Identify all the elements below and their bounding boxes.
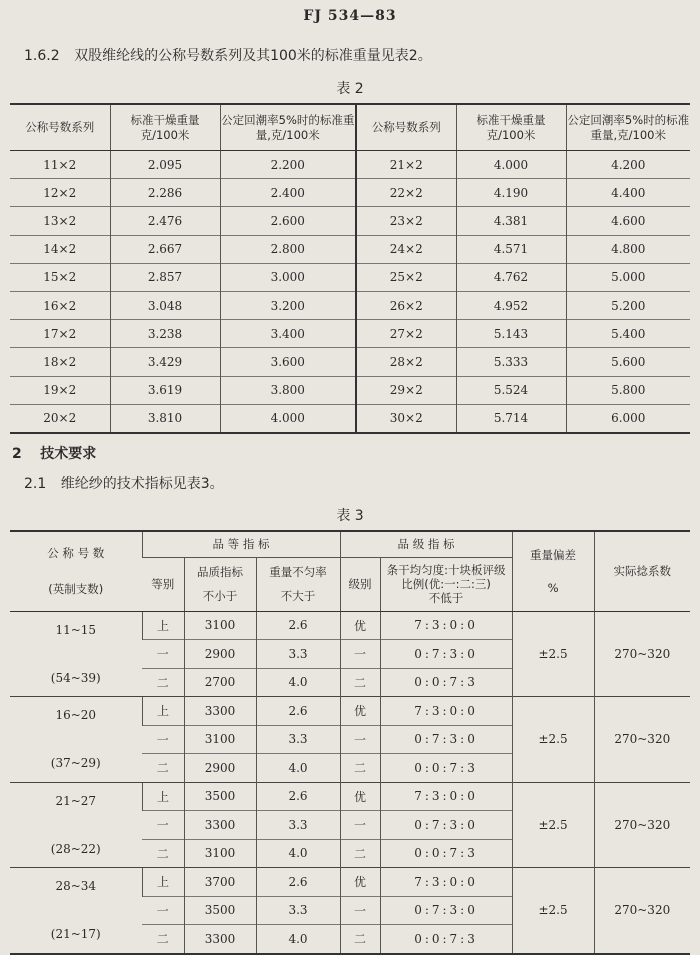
section-2 <box>12 443 96 463</box>
table3-cell: 2700 <box>184 668 256 697</box>
table2-cell: 24×2 <box>356 235 456 263</box>
section-text: 双股维纶线的公称号数系列及其100米的标准重量见表2。 <box>74 48 432 64</box>
table2-cell: 2.095 <box>110 151 220 179</box>
table2-row <box>10 320 690 348</box>
table2-row <box>10 151 690 179</box>
table3-twist-cell: 270~320 <box>594 611 690 697</box>
table3-cell: 二 <box>340 754 380 783</box>
table3-cell: 3.3 <box>256 811 340 840</box>
english-count-label: (英制支数) <box>48 582 104 597</box>
table3-cell: 4.0 <box>256 754 340 783</box>
table2-cell: 3.000 <box>220 263 356 291</box>
english-count: (54~39) <box>50 670 101 685</box>
table3-cell: 2.6 <box>256 782 340 811</box>
table2-cell: 25×2 <box>356 263 456 291</box>
table2-cell: 3.400 <box>220 320 356 348</box>
table2-cell: 4.952 <box>456 291 566 319</box>
table2-cell: 17×2 <box>10 320 110 348</box>
quality-label: 品质指标 <box>197 565 243 579</box>
table2-cell: 5.400 <box>566 320 690 348</box>
table2-cell: 4.200 <box>566 151 690 179</box>
table2-header: 标准干燥重量 克/100米 <box>110 104 220 151</box>
table3-cell: 2900 <box>184 640 256 669</box>
table3 <box>10 530 690 955</box>
table2-cell: 4.800 <box>566 235 690 263</box>
table3-cell: 优 <box>340 782 380 811</box>
table3-cell: 一 <box>340 896 380 925</box>
deviation-unit: % <box>547 581 559 596</box>
cv-sub: 不大于 <box>280 589 316 603</box>
table3-cell: 3100 <box>184 611 256 640</box>
table3-cell: 3300 <box>184 925 256 954</box>
table3-cell: 一 <box>142 811 184 840</box>
table3-cell: 3700 <box>184 868 256 897</box>
table3-cell: 7:3:0:0 <box>380 868 512 897</box>
table2-cell: 5.714 <box>456 404 566 433</box>
table3-header-cv <box>256 557 340 611</box>
table2-cell: 28×2 <box>356 348 456 376</box>
nominal-count: 16~20 <box>55 708 97 723</box>
table2-cell: 2.400 <box>220 179 356 207</box>
table2-cell: 3.238 <box>110 320 220 348</box>
table2-cell: 5.000 <box>566 263 690 291</box>
table3-cell: 3500 <box>184 782 256 811</box>
table2-cell: 3.810 <box>110 404 220 433</box>
table3-cell: 7:3:0:0 <box>380 611 512 640</box>
table3-cell: 0:7:3:0 <box>380 640 512 669</box>
table3-cell: 优 <box>340 868 380 897</box>
table3-caption: 表 3 <box>336 508 364 524</box>
table2-cell: 3.800 <box>220 376 356 404</box>
deviation-label: 重量偏差 <box>530 548 577 563</box>
table2-header: 公称号数系列 <box>356 104 456 151</box>
table2-cell: 4.600 <box>566 207 690 235</box>
table2-cell: 2.800 <box>220 235 356 263</box>
table3-header-quality <box>184 557 256 611</box>
section-number: 2.1 <box>24 476 47 492</box>
table2-cell: 4.381 <box>456 207 566 235</box>
table3-nominal-cell <box>10 868 142 954</box>
table3-nominal-cell <box>10 782 142 868</box>
table3-cell: 二 <box>340 839 380 868</box>
table2-cell: 5.143 <box>456 320 566 348</box>
table2-cell: 2.200 <box>220 151 356 179</box>
table3-cell: 0:7:3:0 <box>380 725 512 754</box>
table3-cell: 3300 <box>184 697 256 726</box>
table3-cell: 3100 <box>184 839 256 868</box>
table3-row <box>10 782 690 811</box>
nominal-count: 28~34 <box>55 879 97 894</box>
table3-cell: 上 <box>142 868 184 897</box>
section-number: 2 <box>12 446 22 462</box>
table3-cell: 3500 <box>184 896 256 925</box>
table3-cell: 2.6 <box>256 611 340 640</box>
table2-cell: 4.571 <box>456 235 566 263</box>
table3-cell: 0:7:3:0 <box>380 896 512 925</box>
cv-label: 重量不匀率 <box>269 565 327 579</box>
table3-cell: 7:3:0:0 <box>380 782 512 811</box>
table3-cell: 上 <box>142 697 184 726</box>
table3-header-nominal <box>10 531 142 611</box>
section-number: 1.6.2 <box>24 48 60 64</box>
table2-cell: 5.524 <box>456 376 566 404</box>
table3-cell: 7:3:0:0 <box>380 697 512 726</box>
table2-header: 公称号数系列 <box>10 104 110 151</box>
table3-nominal-cell <box>10 697 142 783</box>
table3-cell: 二 <box>340 925 380 954</box>
table3-cell: 0:0:7:3 <box>380 754 512 783</box>
table2-row <box>10 179 690 207</box>
table3-twist-cell: 270~320 <box>594 697 690 783</box>
table2-caption: 表 2 <box>336 81 364 97</box>
table3-cell: 一 <box>142 725 184 754</box>
table2-cell: 2.286 <box>110 179 220 207</box>
table2-cell: 5.600 <box>566 348 690 376</box>
table2-cell: 18×2 <box>10 348 110 376</box>
table2-cell: 26×2 <box>356 291 456 319</box>
section-2-1 <box>24 473 224 493</box>
table2-cell: 2.857 <box>110 263 220 291</box>
nominal-label: 公 称 号 数 <box>47 546 105 561</box>
table3-cell: 0:0:7:3 <box>380 925 512 954</box>
section-text: 维纶纱的技术指标见表3。 <box>60 476 224 492</box>
english-count: (37~29) <box>50 756 101 771</box>
table3-cell: 优 <box>340 611 380 640</box>
table2-cell: 3.429 <box>110 348 220 376</box>
table2-cell: 29×2 <box>356 376 456 404</box>
table2-header: 公定回潮率5%时的标准重量,克/100米 <box>566 104 690 151</box>
table2-cell: 2.476 <box>110 207 220 235</box>
table3-cell: 4.0 <box>256 839 340 868</box>
table2-cell: 5.800 <box>566 376 690 404</box>
table2-header: 标准干燥重量 克/100米 <box>456 104 566 151</box>
table3-cell: 二 <box>142 925 184 954</box>
table3-header-grade-index: 品 等 指 标 <box>142 531 340 557</box>
table2-cell: 16×2 <box>10 291 110 319</box>
table3-cell: 二 <box>340 668 380 697</box>
table3-header-grade: 等别 <box>142 557 184 611</box>
table2-cell: 27×2 <box>356 320 456 348</box>
table2-cell: 19×2 <box>10 376 110 404</box>
table3-cell: 一 <box>340 725 380 754</box>
table3-cell: 优 <box>340 697 380 726</box>
table3-cell: 二 <box>142 839 184 868</box>
table3-cell: 3.3 <box>256 725 340 754</box>
table2-cell: 4.000 <box>220 404 356 433</box>
table3-cell: 一 <box>340 640 380 669</box>
table2-cell: 5.200 <box>566 291 690 319</box>
evenness-sub: 不低于 <box>428 591 464 605</box>
table3-cell: 3.3 <box>256 896 340 925</box>
section-1-6-2 <box>24 45 432 65</box>
table2-cell: 21×2 <box>356 151 456 179</box>
table2-cell: 30×2 <box>356 404 456 433</box>
table2-cell: 3.048 <box>110 291 220 319</box>
table2-cell: 23×2 <box>356 207 456 235</box>
english-count: (21~17) <box>50 927 101 942</box>
table3-cell: 4.0 <box>256 925 340 954</box>
table2-cell: 6.000 <box>566 404 690 433</box>
table3-header-deviation <box>512 531 594 611</box>
table3-header-evenness <box>380 557 512 611</box>
table2-cell: 12×2 <box>10 179 110 207</box>
table2-row <box>10 376 690 404</box>
table2-cell: 20×2 <box>10 404 110 433</box>
table2-row <box>10 207 690 235</box>
table3-header-level: 级别 <box>340 557 380 611</box>
table3-cell: 3100 <box>184 725 256 754</box>
table2-row <box>10 235 690 263</box>
table3-deviation-cell: ±2.5 <box>512 611 594 697</box>
table2-header: 公定回潮率5%时的标准重量,克/100米 <box>220 104 356 151</box>
table2-cell: 2.600 <box>220 207 356 235</box>
table2-cell: 4.190 <box>456 179 566 207</box>
table3-cell: 4.0 <box>256 668 340 697</box>
quality-sub: 不小于 <box>202 589 238 603</box>
section-title: 技术要求 <box>40 446 97 462</box>
table2-row <box>10 263 690 291</box>
table3-cell: 一 <box>142 640 184 669</box>
table2-row <box>10 291 690 319</box>
table2-cell: 3.200 <box>220 291 356 319</box>
english-count: (28~22) <box>50 841 101 856</box>
table2-cell: 2.667 <box>110 235 220 263</box>
table2-cell: 3.619 <box>110 376 220 404</box>
table3-cell: 0:0:7:3 <box>380 668 512 697</box>
table3-row <box>10 697 690 726</box>
table2-row <box>10 348 690 376</box>
table2-header-row <box>10 104 690 151</box>
table2-cell: 3.600 <box>220 348 356 376</box>
table3-deviation-cell: ±2.5 <box>512 782 594 868</box>
table3-cell: 2900 <box>184 754 256 783</box>
table3-cell: 一 <box>142 896 184 925</box>
table3-row <box>10 611 690 640</box>
table3-twist-cell: 270~320 <box>594 868 690 954</box>
table3-deviation-cell: ±2.5 <box>512 868 594 954</box>
table3-header-level-index: 品 级 指 标 <box>340 531 512 557</box>
table3-cell: 上 <box>142 611 184 640</box>
table3-cell: 0:7:3:0 <box>380 811 512 840</box>
table2 <box>10 103 690 434</box>
table2-cell: 4.762 <box>456 263 566 291</box>
table3-row <box>10 868 690 897</box>
table3-cell: 0:0:7:3 <box>380 839 512 868</box>
table2-cell: 13×2 <box>10 207 110 235</box>
nominal-count: 11~15 <box>55 622 97 637</box>
table3-header-twist: 实际捻系数 <box>594 531 690 611</box>
table2-cell: 4.000 <box>456 151 566 179</box>
table3-deviation-cell: ±2.5 <box>512 697 594 783</box>
table3-cell: 上 <box>142 782 184 811</box>
table2-cell: 14×2 <box>10 235 110 263</box>
table2-cell: 15×2 <box>10 263 110 291</box>
table3-cell: 3.3 <box>256 640 340 669</box>
table3-cell: 3300 <box>184 811 256 840</box>
table3-twist-cell: 270~320 <box>594 782 690 868</box>
table2-cell: 22×2 <box>356 179 456 207</box>
table2-row <box>10 404 690 433</box>
evenness-label: 条干均匀度:十块板评级比例(优:一:二:三) <box>386 563 506 591</box>
table3-cell: 2.6 <box>256 868 340 897</box>
table3-nominal-cell <box>10 611 142 697</box>
table3-cell: 2.6 <box>256 697 340 726</box>
table2-cell: 4.400 <box>566 179 690 207</box>
table2-cell: 5.333 <box>456 348 566 376</box>
table3-cell: 二 <box>142 754 184 783</box>
table3-cell: 一 <box>340 811 380 840</box>
table3-cell: 二 <box>142 668 184 697</box>
nominal-count: 21~27 <box>55 793 97 808</box>
table2-cell: 11×2 <box>10 151 110 179</box>
document-code: FJ 534—83 <box>303 8 397 24</box>
